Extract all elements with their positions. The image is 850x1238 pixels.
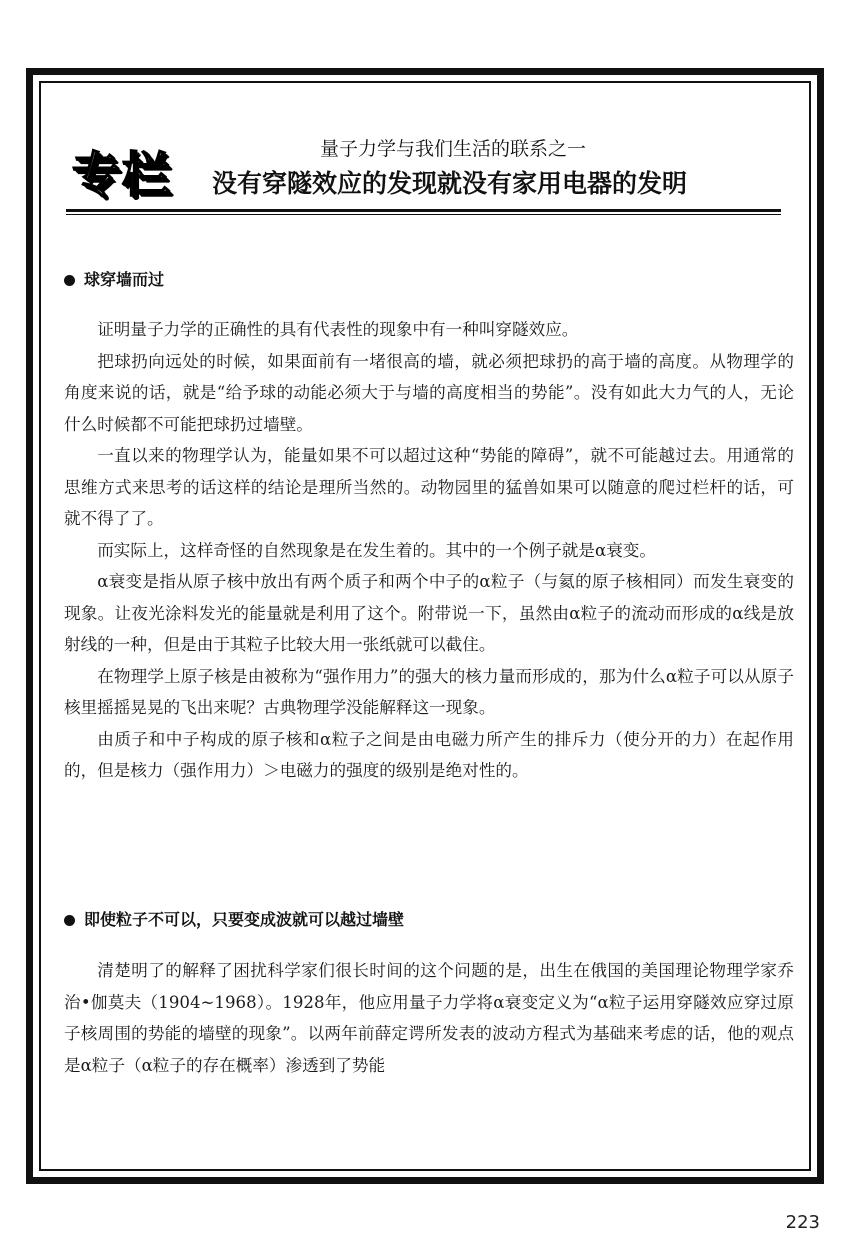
section-heading-text: 球穿墙而过 xyxy=(84,270,165,289)
column-title: 没有穿隧效应的发现就没有家用电器的发明 xyxy=(212,169,688,198)
page-number: 223 xyxy=(785,1212,820,1233)
title-rule xyxy=(66,209,781,212)
paragraph: 一直以来的物理学认为，能量如果不可以超过这种“势能的障碍”，就不可能越过去。用通常的思维方式来思考的话这样的结论是理所当然的。动物园里的猛兽如果可以随意的爬过栏杆的话，可就不得了了。 xyxy=(64,446,794,528)
section-heading-text: 即使粒子不可以，只要变成波就可以越过墙壁 xyxy=(84,910,405,929)
paragraph: 而实际上，这样奇怪的自然现象是在发生着的。其中的一个例子就是α衰变。 xyxy=(97,540,656,560)
section-body-1 xyxy=(64,314,794,787)
paragraph: 证明量子力学的正确性的具有代表性的现象中有一种叫穿隧效应。 xyxy=(97,320,579,339)
section-heading-1 xyxy=(64,268,164,292)
column-label: 专栏 xyxy=(72,147,173,203)
section-body-2 xyxy=(64,955,794,1081)
bullet-icon xyxy=(64,275,75,286)
section-heading-2 xyxy=(64,908,404,932)
bullet-icon xyxy=(64,915,75,926)
paragraph: α衰变是指从原子核中放出有两个质子和两个中子的α粒子（与氦的原子核相同）而发生衰变的现象。让夜光涂料发光的能量就是利用了这个。附带说一下，虽然由α粒子的流动而形成的α线是放射线的一种，但是由于其粒子比较大用一张纸就可以截住。 xyxy=(64,572,794,654)
title-rule-thin xyxy=(66,214,781,215)
paragraph: 清楚明了的解释了困扰科学家们很长时间的这个问题的是，出生在俄国的美国理论物理学家乔治•伽莫夫（1904~1968）。1928年，他应用量子力学将α衰变定义为“α粒子运用穿隧效应穿过原子核周围的势能的墙壁的现象”。以两年前薛定谔所发表的波动方程式为基础来考虑的话，他的观点是α粒子（α粒子的存在概率）渗透到了势能 xyxy=(64,961,794,1075)
paragraph: 把球扔向远处的时候，如果面前有一堵很高的墙，就必须把球扔的高于墙的高度。从物理学的角度来说的话，就是“给予球的动能必须大于与墙的高度相当的势能”。没有如此大力气的人，无论什么时候都不可能把球扔过墙壁。 xyxy=(64,351,794,434)
paragraph: 在物理学上原子核是由被称为“强作用力”的强大的核力量而形成的，那为什么α粒子可以从原子核里摇摇晃晃的飞出来呢？古典物理学没能解释这一现象。 xyxy=(64,666,794,717)
paragraph: 由质子和中子构成的原子核和α粒子之间是由电磁力所产生的排斥力（使分开的力）在起作用的，但是核力（强作用力）＞电磁力的强度的级别是绝对性的。 xyxy=(64,729,794,780)
column-subtitle: 量子力学与我们生活的联系之一 xyxy=(320,138,587,160)
